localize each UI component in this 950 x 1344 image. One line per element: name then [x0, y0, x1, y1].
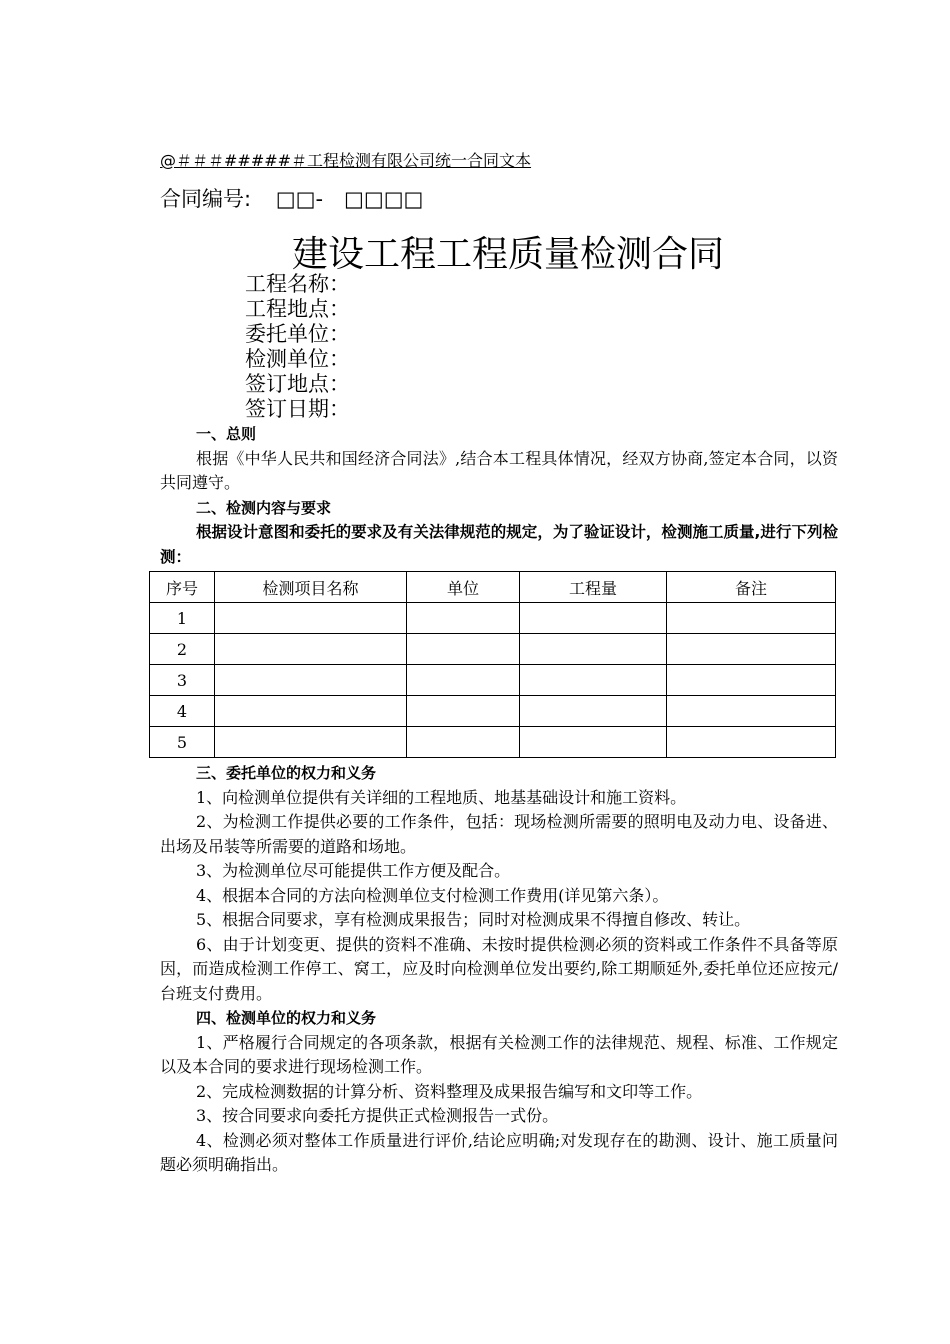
table-cell [215, 634, 407, 665]
table-cell: 5 [150, 727, 215, 758]
table-cell: 3 [150, 665, 215, 696]
table-cell [520, 696, 667, 727]
testing-items-table [149, 571, 836, 758]
list-item: 6、由于计划变更、提供的资料不准确、未按时提供检测必须的资料或工作条件不具备等原因，而造成检测工作停工、窝工，应及时向检测单位发出要约,除工期顺延外,委托单位还应按元/台班支付费用。 [160, 934, 838, 1003]
contract-number-value: □□- □□□□ [275, 187, 424, 211]
table-cell [520, 603, 667, 634]
paragraph: 根据设计意图和委托的要求及有关法律规范的规定，为了验证设计，检测施工质量,进行下列检测： [160, 523, 838, 566]
list-item: 3、按合同要求向委托方提供正式检测报告一式份。 [196, 1106, 559, 1125]
table-cell [407, 603, 520, 634]
table-cell: 2 [150, 634, 215, 665]
table-cell [667, 727, 836, 758]
table-row [150, 727, 836, 758]
table-header: 单位 [407, 572, 520, 603]
table-row [150, 634, 836, 665]
field-project-name: 工程名称： [245, 272, 350, 296]
paragraph: 根据《中华人民共和国经济合同法》,结合本工程具体情况，经双方协商,签定本合同，以资共同遵守。 [160, 448, 838, 492]
company-line: @＃＃＃#####＃工程检测有限公司统一合同文本 [160, 151, 532, 170]
section-heading: 三、委托单位的权力和义务 [196, 764, 377, 782]
table-cell [215, 603, 407, 634]
section-general [160, 422, 838, 569]
field-signing-date: 签订日期： [245, 397, 350, 421]
table-cell [520, 665, 667, 696]
table-header: 工程量 [520, 572, 667, 603]
list-item: 1、严格履行合同规定的各项条款，根据有关检测工作的法律规范、规程、标准、工作规定以及本合同的要求进行现场检测工作。 [160, 1032, 838, 1076]
table-cell: 4 [150, 696, 215, 727]
table-cell [407, 696, 520, 727]
table-cell [407, 665, 520, 696]
list-item: 2、为检测工作提供必要的工作条件，包括：现场检测所需要的照明电及动力电、设备进、出场及吊装等所需要的道路和场地。 [160, 812, 838, 856]
table-header: 备注 [667, 572, 836, 603]
table-cell [520, 634, 667, 665]
list-item: 1、向检测单位提供有关详细的工程地质、地基基础设计和施工资料。 [196, 787, 687, 807]
table-cell [407, 727, 520, 758]
table-cell [667, 696, 836, 727]
section-heading: 二、检测内容与要求 [196, 498, 332, 517]
table-cell [407, 634, 520, 665]
table-cell [520, 727, 667, 758]
field-project-location: 工程地点： [245, 297, 350, 321]
section-heading: 四、检测单位的权力和义务 [196, 1009, 377, 1027]
info-fields [245, 272, 350, 422]
table-row [150, 696, 836, 727]
table-row [150, 665, 836, 696]
list-item: 4、检测必须对整体工作质量进行评价,结论应明确;对发现存在的勘测、设计、施工质量问题必须明确指出。 [160, 1130, 838, 1174]
field-testing-unit: 检测单位： [245, 347, 350, 371]
table-cell [667, 634, 836, 665]
contract-number-label: 合同编号: [160, 187, 252, 211]
table-cell [215, 665, 407, 696]
table-cell [215, 696, 407, 727]
list-item: 5、根据合同要求，享有检测成果报告；同时对检测成果不得擅自修改、转让。 [196, 910, 751, 929]
page-title: 建设工程工程质量检测合同 [291, 234, 724, 275]
table-header-row [150, 572, 836, 603]
table-header: 检测项目名称 [215, 572, 407, 603]
list-item: 4、根据本合同的方法向检测单位支付检测工作费用(详见第六条）。 [196, 885, 669, 905]
table-cell: 1 [150, 603, 215, 634]
contract-number [160, 183, 423, 213]
table-cell [667, 603, 836, 634]
table-header: 序号 [150, 572, 215, 603]
field-signing-place: 签订地点： [245, 372, 350, 396]
field-client: 委托单位： [245, 322, 350, 346]
section-heading: 一、总则 [196, 425, 257, 443]
table-cell [667, 665, 836, 696]
table-cell [215, 727, 407, 758]
list-item: 3、为检测单位尽可能提供工作方便及配合。 [196, 861, 511, 880]
list-item: 2、完成检测数据的计算分析、资料整理及成果报告编写和文印等工作。 [196, 1081, 703, 1101]
section-client-rights [160, 761, 838, 1178]
table-row [150, 603, 836, 634]
